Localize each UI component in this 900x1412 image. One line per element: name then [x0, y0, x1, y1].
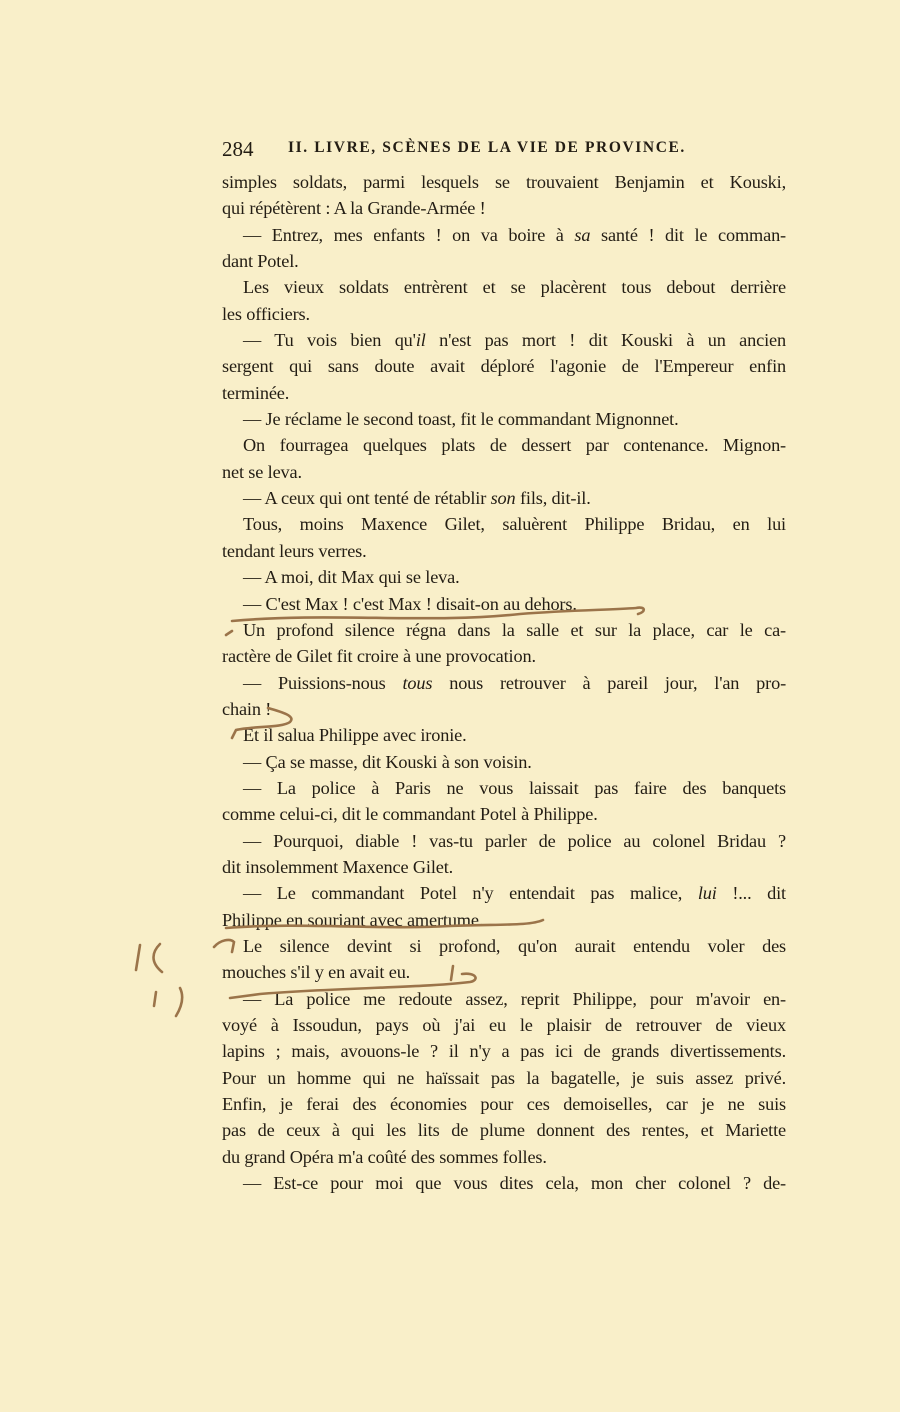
text-segment: Pour un homme qui ne haïssait pas la bagatelle, je suis assez privé. — [222, 1067, 786, 1088]
text-segment: nous retrouver à pareil jour, l'an pro- — [432, 672, 787, 693]
text-segment: pas de ceux à qui les lits de plume donnent des rentes, et Mariette — [222, 1120, 786, 1141]
text-line — [222, 1065, 786, 1091]
text-segment: simples soldats, parmi lesquels se trouvaient Benjamin et Kouski, — [222, 172, 786, 192]
text-segment: — Puissions-nous — [243, 672, 403, 693]
text-segment: du grand Opéra m'a coûté des sommes folles. — [222, 1146, 547, 1167]
text-segment: Les vieux soldats entrèrent et se placèrent tous debout derrière — [243, 277, 786, 298]
text-line — [222, 169, 786, 195]
text-line — [222, 986, 786, 1012]
text-segment: net se leva. — [222, 461, 302, 482]
text-line — [222, 248, 786, 274]
text-segment: Philippe en souriant avec amertume. — [222, 909, 484, 930]
text-segment: — A moi, dit Max qui se leva. — [243, 567, 460, 588]
text-line — [222, 617, 786, 643]
text-segment: santé ! dit le comman- — [590, 224, 786, 245]
text-line — [222, 1012, 786, 1038]
text-line — [222, 880, 786, 906]
italic-text: il — [415, 330, 426, 351]
text-segment: — Est-ce pour moi que vous dites cela, mon cher colonel ? de- — [243, 1173, 786, 1194]
text-segment: — Pourquoi, diable ! vas-tu parler de police au colonel Bridau ? — [243, 830, 786, 851]
text-segment: — Ça se masse, dit Kouski à son voisin. — [243, 751, 532, 772]
text-line — [222, 933, 786, 959]
text-segment: fils, dit-il. — [515, 488, 591, 509]
text-line — [222, 828, 786, 854]
running-title: II. LIVRE, SCÈNES DE LA VIE DE PROVINCE. — [288, 139, 686, 156]
text-segment: dit insolemment Maxence Gilet. — [222, 856, 454, 877]
text-segment: — Tu vois bien qu' — [243, 330, 416, 351]
text-segment: — La police me redoute assez, reprit Philippe, pour m'avoir en- — [243, 988, 786, 1009]
text-line — [222, 696, 786, 722]
text-line — [222, 1144, 786, 1170]
text-segment: qui répétèrent : A la Grande-Armée ! — [222, 198, 486, 219]
text-segment: sergent qui sans doute avait déploré l'agonie de l'Empereur enfin — [222, 356, 786, 377]
text-line — [222, 511, 786, 537]
text-segment: chain ! — [222, 698, 272, 719]
text-line — [222, 591, 786, 617]
bracket-mark — [136, 944, 162, 972]
text-segment: les officiers. — [222, 303, 310, 324]
text-segment: Le silence devint si profond, qu'on aurait entendu voler des — [243, 935, 786, 956]
body-text — [222, 169, 786, 1196]
text-line — [222, 670, 786, 696]
text-line — [222, 406, 786, 432]
text-line — [222, 749, 786, 775]
text-segment: — Je réclame le second toast, fit le commandant Mignonnet. — [243, 409, 679, 430]
text-line — [222, 222, 786, 248]
italic-text: sa — [574, 224, 591, 245]
text-line — [222, 959, 786, 985]
text-line — [222, 1038, 786, 1064]
text-segment: n'est pas mort ! dit Kouski à un ancien — [425, 330, 786, 351]
text-segment: — La police à Paris ne vous laissait pas faire des banquets — [243, 777, 786, 798]
text-line — [222, 380, 786, 406]
text-segment: !... dit — [716, 883, 786, 904]
text-line — [222, 722, 786, 748]
text-segment: — Entrez, mes enfants ! on va boire à — [243, 224, 575, 245]
text-segment: mouches s'il y en avait eu. — [222, 962, 411, 983]
text-segment: Et il salua Philippe avec ironie. — [243, 725, 467, 746]
text-line — [222, 1117, 786, 1143]
text-line — [222, 775, 786, 801]
text-segment: tendant leurs verres. — [222, 540, 367, 561]
text-segment: Un profond silence régna dans la salle et sur la place, car le ca- — [243, 619, 786, 640]
text-line — [222, 564, 786, 590]
text-line — [222, 1091, 786, 1117]
text-segment: Tous, moins Maxence Gilet, saluèrent Philippe Bridau, en lui — [243, 514, 786, 535]
text-line — [222, 301, 786, 327]
text-line — [222, 907, 786, 933]
text-segment: lapins ; mais, avouons-le ? il n'y a pas ici de grands divertissements. — [222, 1041, 786, 1062]
text-segment: terminée. — [222, 382, 290, 403]
text-segment: — A ceux qui ont tenté de rétablir — [243, 488, 491, 509]
text-segment: ractère de Gilet fit croire à une provocation. — [222, 646, 536, 667]
text-line — [222, 327, 786, 353]
text-segment: comme celui-ci, dit le commandant Potel à Philippe. — [222, 804, 598, 825]
italic-text: tous — [402, 672, 433, 693]
text-line — [222, 353, 786, 379]
text-line — [222, 643, 786, 669]
text-line — [222, 854, 786, 880]
italic-text: son — [490, 488, 516, 509]
text-line — [222, 801, 786, 827]
text-line — [222, 459, 786, 485]
text-line — [222, 538, 786, 564]
text-segment: — Le commandant Potel n'y entendait pas malice, — [243, 883, 698, 904]
text-segment: voyé à Issoudun, pays où j'ai eu le plaisir de retrouver de vieux — [222, 1015, 786, 1035]
text-line — [222, 485, 786, 511]
text-line — [222, 432, 786, 458]
text-segment: dant Potel. — [222, 251, 299, 272]
bracket-mark — [154, 988, 182, 1016]
text-segment: — C'est Max ! c'est Max ! disait-on au dehors. — [243, 593, 577, 614]
italic-text: lui — [697, 883, 717, 904]
text-line — [222, 195, 786, 221]
text-segment: On fourragea quelques plats de dessert par contenance. Mignon- — [243, 435, 786, 456]
running-header — [222, 137, 786, 163]
page-number: 284 — [222, 137, 254, 161]
text-line — [222, 274, 786, 300]
text-segment: Enfin, je ferai des économies pour ces demoiselles, car je ne suis — [222, 1094, 786, 1115]
text-line — [222, 1170, 786, 1196]
